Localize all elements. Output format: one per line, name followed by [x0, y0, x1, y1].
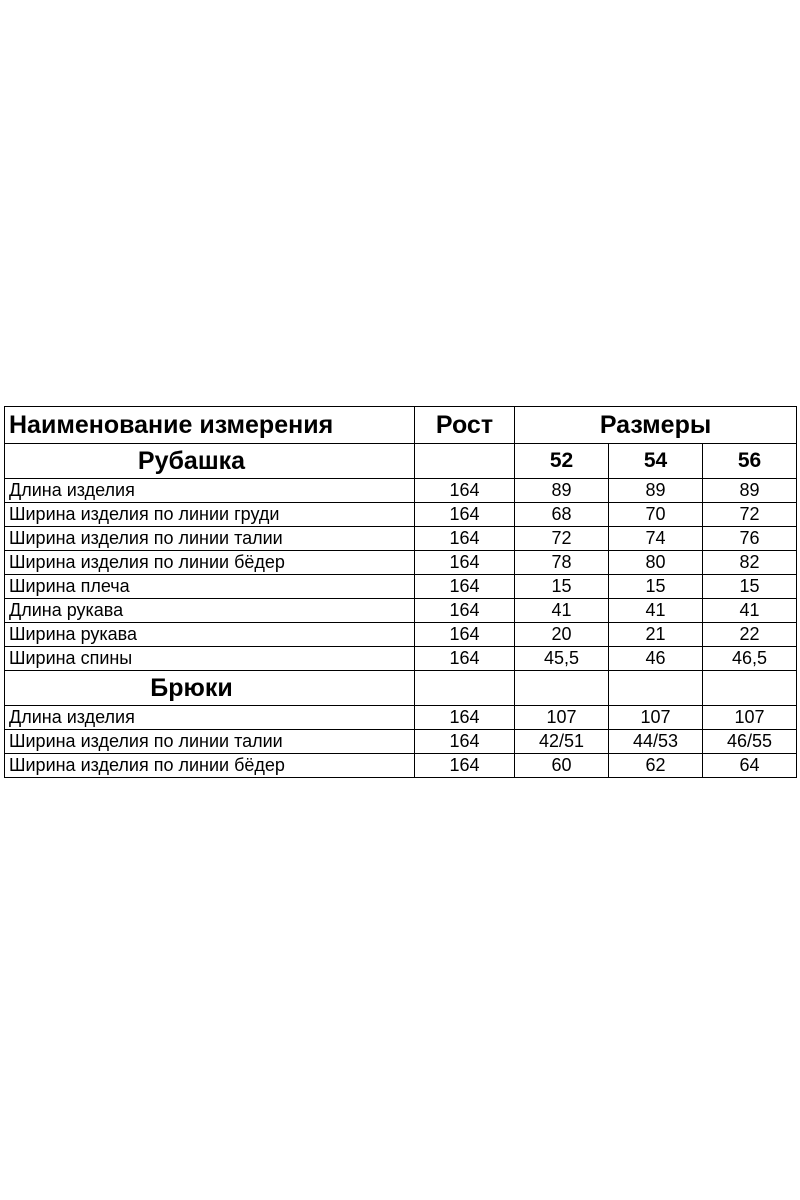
- size-value: 89: [703, 479, 797, 503]
- size-value: 60: [515, 754, 609, 778]
- table-row: [5, 647, 797, 671]
- table-row: [5, 730, 797, 754]
- measurement-name: Ширина изделия по линии талии: [5, 527, 415, 551]
- height-value: 164: [415, 599, 515, 623]
- table-row: [5, 754, 797, 778]
- height-value: 164: [415, 754, 515, 778]
- size-value: 70: [609, 503, 703, 527]
- header-sizes: Размеры: [515, 407, 797, 444]
- size-value: 42/51: [515, 730, 609, 754]
- table-row: [5, 551, 797, 575]
- size-value: 46,5: [703, 647, 797, 671]
- measurement-name: Ширина рукава: [5, 623, 415, 647]
- size-label: 56: [703, 444, 797, 479]
- size-value: 15: [515, 575, 609, 599]
- height-value: 164: [415, 706, 515, 730]
- size-value: 41: [515, 599, 609, 623]
- height-value: 164: [415, 503, 515, 527]
- size-value: 45,5: [515, 647, 609, 671]
- size-value: 21: [609, 623, 703, 647]
- height-value: 164: [415, 479, 515, 503]
- size-value: 41: [609, 599, 703, 623]
- size-value: 46: [609, 647, 703, 671]
- table-row: [5, 479, 797, 503]
- size-value: 41: [703, 599, 797, 623]
- size-value: 46/55: [703, 730, 797, 754]
- measurement-name: Ширина изделия по линии груди: [5, 503, 415, 527]
- section-empty-cell: [703, 671, 797, 706]
- size-value: 107: [609, 706, 703, 730]
- header-height: Рост: [415, 407, 515, 444]
- size-value: 82: [703, 551, 797, 575]
- size-label: 52: [515, 444, 609, 479]
- size-value: 22: [703, 623, 797, 647]
- size-chart-table: [4, 406, 797, 778]
- section-header-trousers: [5, 671, 797, 706]
- header-measurement-name: Наименование измерения: [5, 407, 415, 444]
- size-value: 76: [703, 527, 797, 551]
- table-row: [5, 575, 797, 599]
- size-value: 62: [609, 754, 703, 778]
- size-value: 107: [703, 706, 797, 730]
- height-value: 164: [415, 623, 515, 647]
- section-empty-cell: [415, 444, 515, 479]
- measurement-name: Ширина спины: [5, 647, 415, 671]
- measurement-name: Длина рукава: [5, 599, 415, 623]
- size-value: 15: [609, 575, 703, 599]
- table-header-row: [5, 407, 797, 444]
- size-value: 64: [703, 754, 797, 778]
- size-value: 78: [515, 551, 609, 575]
- section-title-shirt: Рубашка: [5, 444, 415, 479]
- measurement-name: Ширина изделия по линии бёдер: [5, 551, 415, 575]
- size-value: 80: [609, 551, 703, 575]
- section-empty-cell: [515, 671, 609, 706]
- table-row: [5, 706, 797, 730]
- size-value: 89: [609, 479, 703, 503]
- measurement-name: Длина изделия: [5, 479, 415, 503]
- size-value: 107: [515, 706, 609, 730]
- height-value: 164: [415, 527, 515, 551]
- size-label: 54: [609, 444, 703, 479]
- size-value: 20: [515, 623, 609, 647]
- measurement-name: Длина изделия: [5, 706, 415, 730]
- size-value: 89: [515, 479, 609, 503]
- size-value: 15: [703, 575, 797, 599]
- measurement-name: Ширина изделия по линии талии: [5, 730, 415, 754]
- size-value: 72: [515, 527, 609, 551]
- measurement-name: Ширина изделия по линии бёдер: [5, 754, 415, 778]
- measurement-name: Ширина плеча: [5, 575, 415, 599]
- table-row: [5, 527, 797, 551]
- section-header-shirt: [5, 444, 797, 479]
- size-value: 74: [609, 527, 703, 551]
- size-value: 68: [515, 503, 609, 527]
- section-title-trousers: Брюки: [5, 671, 415, 706]
- height-value: 164: [415, 551, 515, 575]
- table-row: [5, 503, 797, 527]
- section-empty-cell: [415, 671, 515, 706]
- size-value: 72: [703, 503, 797, 527]
- size-value: 44/53: [609, 730, 703, 754]
- table-row: [5, 623, 797, 647]
- height-value: 164: [415, 575, 515, 599]
- height-value: 164: [415, 647, 515, 671]
- section-empty-cell: [609, 671, 703, 706]
- table-row: [5, 599, 797, 623]
- height-value: 164: [415, 730, 515, 754]
